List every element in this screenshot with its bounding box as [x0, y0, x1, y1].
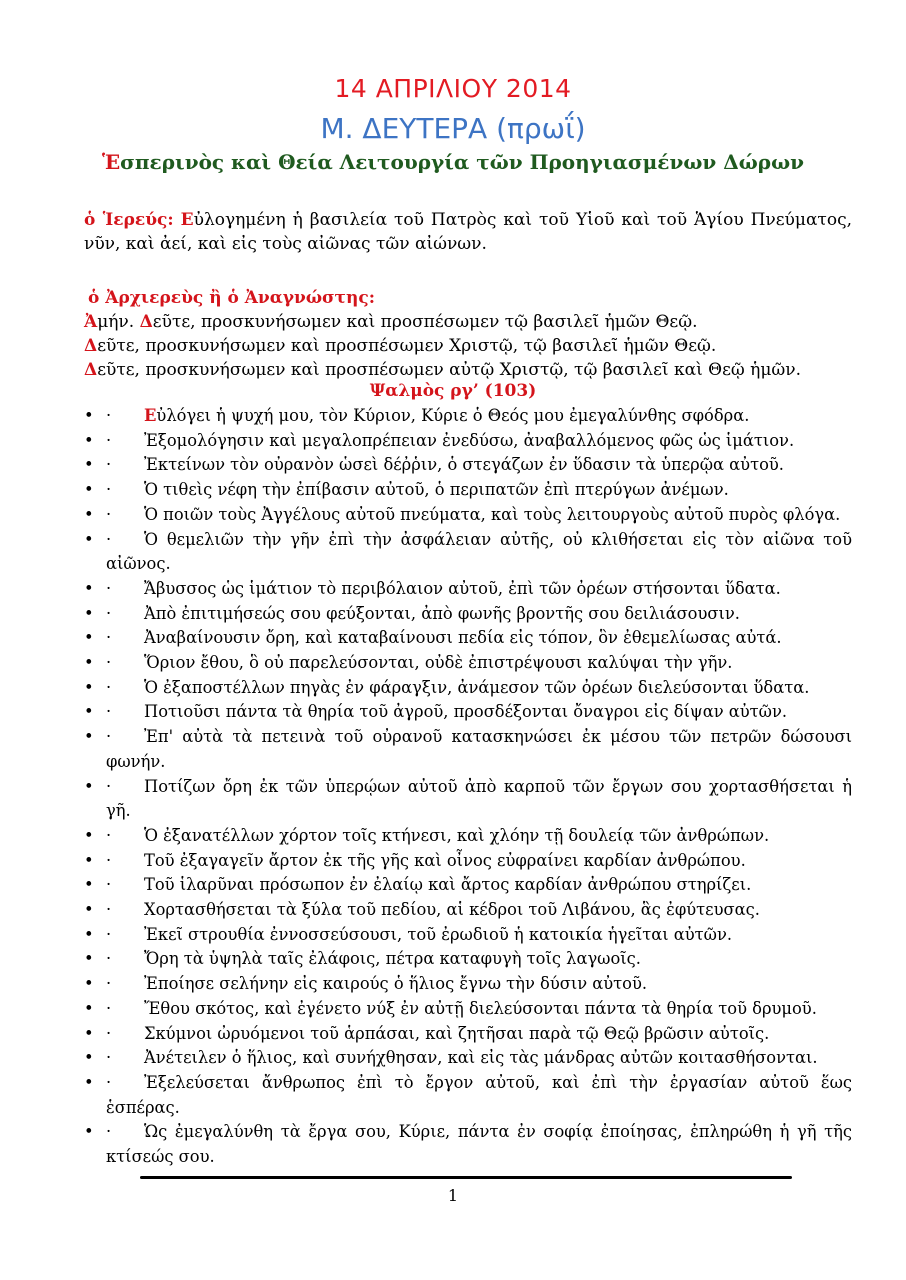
psalm-verse-text: Ἐκεῖ στρουθία ἐννοσσεύσουσι, τοῦ ἐρωδιοῦ ἡ κατοικία ἡγεῖται αὐτῶν.	[144, 924, 733, 944]
psalm-verse: • · Ἔθου σκότος, καὶ ἐγένετο νύξ ἐν αὐτῇ διελεύσονται πάντα τὰ θηρία τοῦ δρυμοῦ.	[84, 997, 852, 1022]
priest-label: ὁ Ἱερεύς:	[84, 210, 174, 230]
reader-line-3-initial: Δ	[84, 360, 98, 380]
psalm-verse: • · Ἀναβαίνουσιν ὄρη, καὶ καταβαίνουσι πεδία εἰς τόπον, ὃν ἐθεμελίωσας αὐτά.	[84, 626, 852, 651]
reader-line-1-b: εῦτε, προσκυνήσωμεν καὶ προσπέσωμεν τῷ βασιλεῖ ἡμῶν Θεῷ.	[152, 312, 698, 332]
psalm-verse-text: Ἐποίησε σελήνην εἰς καιρούς ὁ ἥλιος ἔγνω τὴν δύσιν αὐτοῦ.	[144, 974, 648, 994]
psalm-verse: • · Σκύμνοι ὠρυόμενοι τοῦ ἁρπάσαι, καὶ ζητῆσαι παρὰ τῷ Θεῷ βρῶσιν αὐτοῖς.	[84, 1022, 852, 1047]
reader-line-1	[84, 310, 852, 334]
psalm-verse-text: Ἐκτείνων τὸν οὐρανὸν ὡσεὶ δέῤῥιν, ὁ στεγάζων ἐν ὕδασιν τὰ ὑπερῷα αὐτοῦ.	[144, 455, 784, 475]
psalm-verse-text: Ὁ θεμελιῶν τὴν γῆν ἐπὶ τὴν ἀσφάλειαν αὐτῆς, οὐ κλιθήσεται εἰς τὸν αἰῶνα τοῦ αἰῶνος.	[106, 529, 852, 574]
psalm-verse-text: Ὁ ποιῶν τοὺς Ἀγγέλους αὐτοῦ πνεύματα, καὶ τοὺς λειτουργοὺς αὐτοῦ πυρὸς φλόγα.	[144, 504, 841, 524]
reader-label	[88, 286, 856, 310]
psalm-verse-text: Ἐπ' αὐτὰ τὰ πετεινὰ τοῦ οὐρανοῦ κατασκηνώσει ἐκ μέσου τῶν πετρῶν δώσουσι φωνήν.	[106, 727, 852, 771]
date-heading: 14 ΑΠΡΙΛΙΟΥ 2014	[334, 74, 572, 103]
psalm-verse-text: Ὅριον ἔθου, ὃ οὐ παρελεύσονται, οὐδὲ ἐπιστρέψουσι καλύψαι τὴν γῆν.	[144, 653, 733, 673]
reader-line-1-a: μήν.	[97, 312, 140, 332]
psalm-verse-text: Ποτιοῦσι πάντα τὰ θηρία τοῦ ἀγροῦ, προσδέξονται ὄναγροι εἰς δίψαν αὐτῶν.	[144, 702, 788, 722]
reader-line-2	[84, 334, 852, 358]
priest-paragraph	[84, 208, 852, 256]
psalm-verse: • · Ἄβυσσος ὡς ἱμάτιον τὸ περιβόλαιον αὐτοῦ, ἐπὶ τῶν ὀρέων στήσονται ὕδατα.	[84, 577, 852, 602]
psalm-verse: • · Ποτίζων ὄρη ἐκ τῶν ὑπερῴων αὐτοῦ ἀπὸ καρποῦ τῶν ἔργων σου χορτασθήσεται ἡ γῆ.	[84, 775, 852, 824]
priest-text: ὐλογημένη ἡ βασιλεία τοῦ Πατρὸς καὶ τοῦ Υἱοῦ καὶ τοῦ Ἁγίου Πνεύματος, νῦν, καὶ ἀεί, καὶ εἰς τοὺς αἰῶνας τῶν αἰώνων.	[84, 210, 852, 254]
psalm-verse-text: Τοῦ ἐξαγαγεῖν ἄρτον ἐκ τῆς γῆς καὶ οἶνος εὐφραίνει καρδίαν ἀνθρώπου.	[144, 850, 746, 870]
psalm-verse: • · Ποτιοῦσι πάντα τὰ θηρία τοῦ ἀγροῦ, προσδέξονται ὄναγροι εἰς δίψαν αὐτῶν.	[84, 700, 852, 725]
psalm-verse-text: Σκύμνοι ὠρυόμενοι τοῦ ἁρπάσαι, καὶ ζητῆσαι παρὰ τῷ Θεῷ βρῶσιν αὐτοῖς.	[144, 1023, 770, 1043]
day-heading: Μ. ΔΕΥΤΕΡΑ (πρωΐ)	[320, 112, 586, 145]
psalm-verse-text: Ὄρη τὰ ὑψηλὰ ταῖς ἐλάφοις, πέτρα καταφυγὴ τοῖς λαγωοῖς.	[144, 949, 641, 969]
psalm-verse: • · Ἐποίησε σελήνην εἰς καιρούς ὁ ἥλιος ἔγνω τὴν δύσιν αὐτοῦ.	[84, 972, 852, 997]
reader-line-2-text: εῦτε, προσκυνήσωμεν καὶ προσπέσωμεν Χριστῷ, τῷ βασιλεῖ ἡμῶν Θεῷ.	[97, 336, 717, 356]
psalm-verse: • · Ἀνέτειλεν ὁ ἥλιος, καὶ συνήχθησαν, καὶ εἰς τὰς μάνδρας αὐτῶν κοιτασθήσονται.	[84, 1046, 852, 1071]
psalm-verse-text: Ὁ τιθεὶς νέφη τὴν ἐπίβασιν αὐτοῦ, ὁ περιπατῶν ἐπὶ πτερύγων ἀνέμων.	[144, 480, 729, 500]
psalm-verse-text: Ἐξελεύσεται ἄνθρωπος ἐπὶ τὸ ἔργον αὐτοῦ, καὶ ἐπὶ τὴν ἐργασίαν αὐτοῦ ἕως ἑσπέρας.	[106, 1072, 852, 1117]
psalm-verse: • · Χορτασθήσεται τὰ ξύλα τοῦ πεδίου, αἱ κέδροι τοῦ Λιβάνου, ἃς ἐφύτευσας.	[84, 898, 852, 923]
psalm-verse-text: Ἄβυσσος ὡς ἱμάτιον τὸ περιβόλαιον αὐτοῦ, ἐπὶ τῶν ὀρέων στήσονται ὕδατα.	[144, 578, 781, 598]
reader-line-1-initial-2: Δ	[139, 312, 153, 332]
reader-line-3	[84, 358, 852, 382]
reader-line-3-text: εῦτε, προσκυνήσωμεν καὶ προσπέσωμεν αὐτῷ Χριστῷ, τῷ βασιλεῖ καὶ Θεῷ ἡμῶν.	[97, 360, 801, 380]
psalm-verse: • · Ὁ ἐξανατέλλων χόρτον τοῖς κτήνεσι, καὶ χλόην τῇ δουλείᾳ τῶν ἀνθρώπων.	[84, 824, 852, 849]
psalm-verse: • · Ὁ τιθεὶς νέφη τὴν ἐπίβασιν αὐτοῦ, ὁ περιπατῶν ἐπὶ πτερύγων ἀνέμων.	[84, 478, 852, 503]
psalm-verse: • · Ἐξομολόγησιν καὶ μεγαλοπρέπειαν ἐνεδύσω, ἀναβαλλόμενος φῶς ὡς ἱμάτιον.	[84, 429, 852, 454]
psalm-verse: • · Ὁ ἐξαποστέλλων πηγὰς ἐν φάραγξιν, ἀνάμεσον τῶν ὀρέων διελεύσονται ὕδατα.	[84, 676, 852, 701]
psalm-verse: • · Ἐπ' αὐτὰ τὰ πετεινὰ τοῦ οὐρανοῦ κατασκηνώσει ἐκ μέσου τῶν πετρῶν δώσουσι φωνήν.	[84, 725, 852, 774]
psalm-verse-text: Τοῦ ἱλαρῦναι πρόσωπον ἐν ἐλαίῳ καὶ ἄρτος καρδίαν ἀνθρώπου στηρίζει.	[144, 875, 752, 895]
page-number: 1	[447, 1186, 459, 1205]
psalm-verse: • · Ὁ θεμελιῶν τὴν γῆν ἐπὶ τὴν ἀσφάλειαν αὐτῆς, οὐ κλιθήσεται εἰς τὸν αἰῶνα τοῦ αἰῶνος.	[84, 528, 852, 577]
psalm-verse: • · Ἐξελεύσεται ἄνθρωπος ἐπὶ τὸ ἔργον αὐτοῦ, καὶ ἐπὶ τὴν ἐργασίαν αὐτοῦ ἕως ἑσπέρας.	[84, 1071, 852, 1120]
psalm-title: Ψαλμὸς ργ’ (103)	[369, 381, 537, 401]
service-initial: Ἑ	[101, 150, 121, 174]
psalm-verse-text: Ὡς ἐμεγαλύνθη τὰ ἔργα σου, Κύριε, πάντα ἐν σοφίᾳ ἐποίησας, ἐπληρώθη ἡ γῆ τῆς κτίσεώς σου.	[106, 1122, 852, 1167]
reader-line-2-initial: Δ	[84, 336, 98, 356]
psalm-verse: • · Τοῦ ἱλαρῦναι πρόσωπον ἐν ἐλαίῳ καὶ ἄρτος καρδίαν ἀνθρώπου στηρίζει.	[84, 873, 852, 898]
psalm-verse-text: ὐλόγει ἡ ψυχή μου, τὸν Κύριον, Κύριε ὁ Θεός μου ἐμεγαλύνθης σφόδρα.	[156, 406, 750, 425]
psalm-verse: • · Ἐκτείνων τὸν οὐρανὸν ὡσεὶ δέῤῥιν, ὁ στεγάζων ἐν ὕδασιν τὰ ὑπερῷα αὐτοῦ.	[84, 453, 852, 478]
psalm-verse-text: Ἀπὸ ἐπιτιμήσεώς σου φεύξονται, ἀπὸ φωνῆς βροντῆς σου δειλιάσουσιν.	[144, 603, 740, 623]
psalm-verse: • · Τοῦ ἐξαγαγεῖν ἄρτον ἐκ τῆς γῆς καὶ οἶνος εὐφραίνει καρδίαν ἀνθρώπου.	[84, 849, 852, 874]
psalm-initial: Ε	[144, 406, 157, 425]
psalm-verse-text: Ἐξομολόγησιν καὶ μεγαλοπρέπειαν ἐνεδύσω, ἀναβαλλόμενος φῶς ὡς ἱμάτιον.	[144, 430, 795, 450]
psalm-verse: • · Ὡς ἐμεγαλύνθη τὰ ἔργα σου, Κύριε, πάντα ἐν σοφίᾳ ἐποίησας, ἐπληρώθη ἡ γῆ τῆς κτίσεώς σου.	[84, 1120, 852, 1169]
psalm-verse-text: Ἀναβαίνουσιν ὄρη, καὶ καταβαίνουσι πεδία εἰς τόπον, ὃν ἐθεμελίωσας αὐτά.	[144, 628, 782, 648]
psalm-verse-list	[84, 404, 852, 1170]
psalm-verse: • · Ὄρη τὰ ὑψηλὰ ταῖς ἐλάφοις, πέτρα καταφυγὴ τοῖς λαγωοῖς.	[84, 947, 852, 972]
service-title	[0, 150, 906, 174]
psalm-verse-text: Ὁ ἐξανατέλλων χόρτον τοῖς κτήνεσι, καὶ χλόην τῇ δουλείᾳ τῶν ἀνθρώπων.	[144, 825, 770, 845]
reader-line-1-initial: Ἀ	[84, 312, 98, 332]
psalm-verse-text: Ὁ ἐξαποστέλλων πηγὰς ἐν φάραγξιν, ἀνάμεσον τῶν ὀρέων διελεύσονται ὕδατα.	[144, 677, 810, 697]
psalm-verse: • · Ἐκεῖ στρουθία ἐννοσσεύσουσι, τοῦ ἐρωδιοῦ ἡ κατοικία ἡγεῖται αὐτῶν.	[84, 923, 852, 948]
psalm-verse-text: Ἔθου σκότος, καὶ ἐγένετο νύξ ἐν αὐτῇ διελεύσονται πάντα τὰ θηρία τοῦ δρυμοῦ.	[144, 998, 817, 1018]
priest-initial: Ε	[180, 210, 194, 230]
psalm-verse-text: Ποτίζων ὄρη ἐκ τῶν ὑπερῴων αὐτοῦ ἀπὸ καρποῦ τῶν ἔργων σου χορτασθήσεται ἡ γῆ.	[106, 776, 852, 821]
psalm-verse: • · Ὅριον ἔθου, ὃ οὐ παρελεύσονται, οὐδὲ ἐπιστρέψουσι καλύψαι τὴν γῆν.	[84, 651, 852, 676]
reader-label-text: ὁ Ἀρχιερεὺς ἢ ὁ Ἀναγνώστης:	[88, 288, 375, 308]
psalm-verse: • · Ὁ ποιῶν τοὺς Ἀγγέλους αὐτοῦ πνεύματα, καὶ τοὺς λειτουργοὺς αὐτοῦ πυρὸς φλόγα.	[84, 503, 852, 528]
psalm-verse-text: Χορτασθήσεται τὰ ξύλα τοῦ πεδίου, αἱ κέδροι τοῦ Λιβάνου, ἃς ἐφύτευσας.	[144, 900, 760, 920]
footer-rule	[140, 1176, 792, 1179]
psalm-verse: • · Ἀπὸ ἐπιτιμήσεώς σου φεύξονται, ἀπὸ φωνῆς βροντῆς σου δειλιάσουσιν.	[84, 602, 852, 627]
psalm-verse-text: Ἀνέτειλεν ὁ ἥλιος, καὶ συνήχθησαν, καὶ εἰς τὰς μάνδρας αὐτῶν κοιτασθήσονται.	[144, 1048, 818, 1068]
psalm-verse: • · Εὐλόγει ἡ ψυχή μου, τὸν Κύριον, Κύριε ὁ Θεός μου ἐμεγαλύνθης σφόδρα.	[84, 404, 852, 429]
service-title-text: σπερινὸς καὶ Θεία Λειτουργία τῶν Προηγιασμένων Δώρων	[120, 150, 805, 174]
